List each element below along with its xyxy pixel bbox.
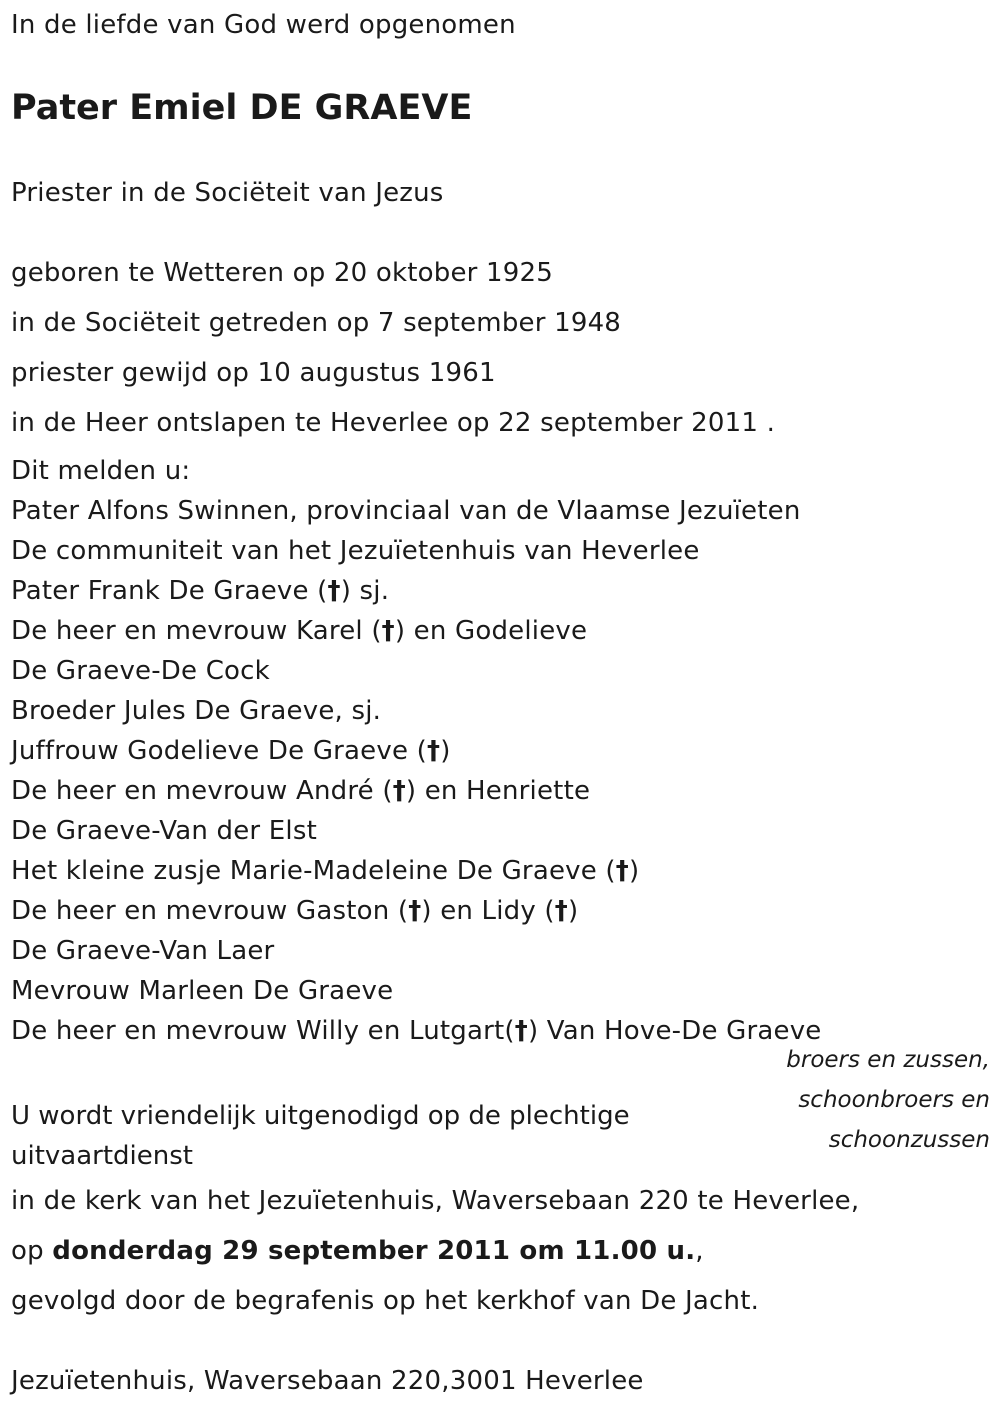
family-text: De heer en mevrouw Gaston ( (11, 896, 409, 926)
relation-line: broers en zussen, (786, 1047, 990, 1073)
family-text: De heer en mevrouw Willy en Lutgart( (11, 1016, 515, 1046)
family-text: Juffrouw Godelieve De Graeve ( (11, 736, 427, 766)
family-line (11, 936, 821, 976)
family-line (11, 1016, 821, 1056)
address-text: Jezuïetenhuis, Waversebaan 220,3001 Heverlee (11, 1366, 644, 1396)
when-suffix: , (695, 1236, 704, 1266)
service-datetime (11, 1236, 704, 1266)
when-prefix: op (11, 1236, 53, 1266)
church-location: in de kerk van het Jezuïetenhuis, Waversebaan 220 te Heverlee, (11, 1186, 860, 1216)
cross-icon: † (514, 1016, 528, 1046)
intro-text: In de liefde van God werd opgenomen (11, 10, 516, 40)
family-text: De communiteit van het Jezuïetenhuis van Heverlee (11, 536, 700, 566)
family-text: Het kleine zusje Marie-Madeleine De Graeve ( (11, 856, 616, 886)
family-text: ) en Godelieve (394, 616, 588, 646)
family-text: Pater Frank De Graeve ( (11, 576, 328, 606)
invitation-text: U wordt vriendelijk uitgenodigd op de plechtige uitvaartdienst (11, 1101, 630, 1171)
fact-entry: in de Sociëteit getreden op 7 september 1948 (11, 308, 622, 338)
burial-text: gevolgd door de begrafenis op het kerkhof van De Jacht. (11, 1286, 760, 1316)
family-line (11, 576, 821, 616)
family-line (11, 616, 821, 656)
family-text: De Graeve-Van Laer (11, 936, 275, 966)
cross-icon: † (554, 896, 568, 926)
deceased-name: Pater Emiel DE GRAEVE (11, 88, 473, 128)
family-text: De heer en mevrouw André ( (11, 776, 393, 806)
relation-line: schoonbroers en (798, 1087, 990, 1113)
family-text: ) en Lidy ( (421, 896, 555, 926)
cross-icon: † (381, 616, 395, 646)
family-line (11, 856, 821, 896)
cross-icon: † (408, 896, 422, 926)
family-text: De Graeve-De Cock (11, 656, 270, 686)
family-line (11, 816, 821, 856)
family-text: ) (440, 736, 451, 766)
family-line (11, 896, 821, 936)
cross-icon: † (615, 856, 629, 886)
family-list (11, 456, 821, 1056)
fact-birth: geboren te Wetteren op 20 oktober 1925 (11, 258, 553, 288)
family-line (11, 736, 821, 776)
when-bold: donderdag 29 september 2011 om 11.00 u. (52, 1236, 696, 1266)
family-text: ) sj. (340, 576, 390, 606)
family-text: ) (567, 896, 579, 926)
family-line (11, 496, 821, 536)
fact-death: in de Heer ontslapen te Heverlee op 22 september 2011 . (11, 408, 776, 438)
fact-ordination: priester gewijd op 10 augustus 1961 (11, 358, 496, 388)
cross-icon: † (426, 736, 441, 766)
relation-line: schoonzussen (828, 1127, 990, 1153)
family-text: ) en Henriette (405, 776, 591, 806)
family-text: De Graeve-Van der Elst (11, 816, 317, 846)
family-lines (11, 496, 821, 1056)
cross-icon: † (392, 776, 406, 806)
family-line (11, 536, 821, 576)
family-text: De heer en mevrouw Karel ( (11, 616, 382, 646)
family-text: ) (628, 856, 640, 886)
family-text: Broeder Jules De Graeve, sj. (11, 696, 382, 726)
announced-by-label: Dit melden u: (11, 456, 191, 486)
family-line (11, 656, 821, 696)
family-text: ) Van Hove-De Graeve (527, 1016, 822, 1046)
family-line (11, 776, 821, 816)
relation-note (730, 1040, 990, 1160)
family-line (11, 696, 821, 736)
family-text: Pater Alfons Swinnen, provinciaal van de Vlaamse Jezuïeten (11, 496, 801, 526)
deceased-role: Priester in de Sociëteit van Jezus (11, 178, 444, 208)
cross-icon: † (327, 576, 341, 606)
life-facts (11, 258, 775, 458)
family-line (11, 976, 821, 1016)
family-text: Mevrouw Marleen De Graeve (11, 976, 394, 1006)
